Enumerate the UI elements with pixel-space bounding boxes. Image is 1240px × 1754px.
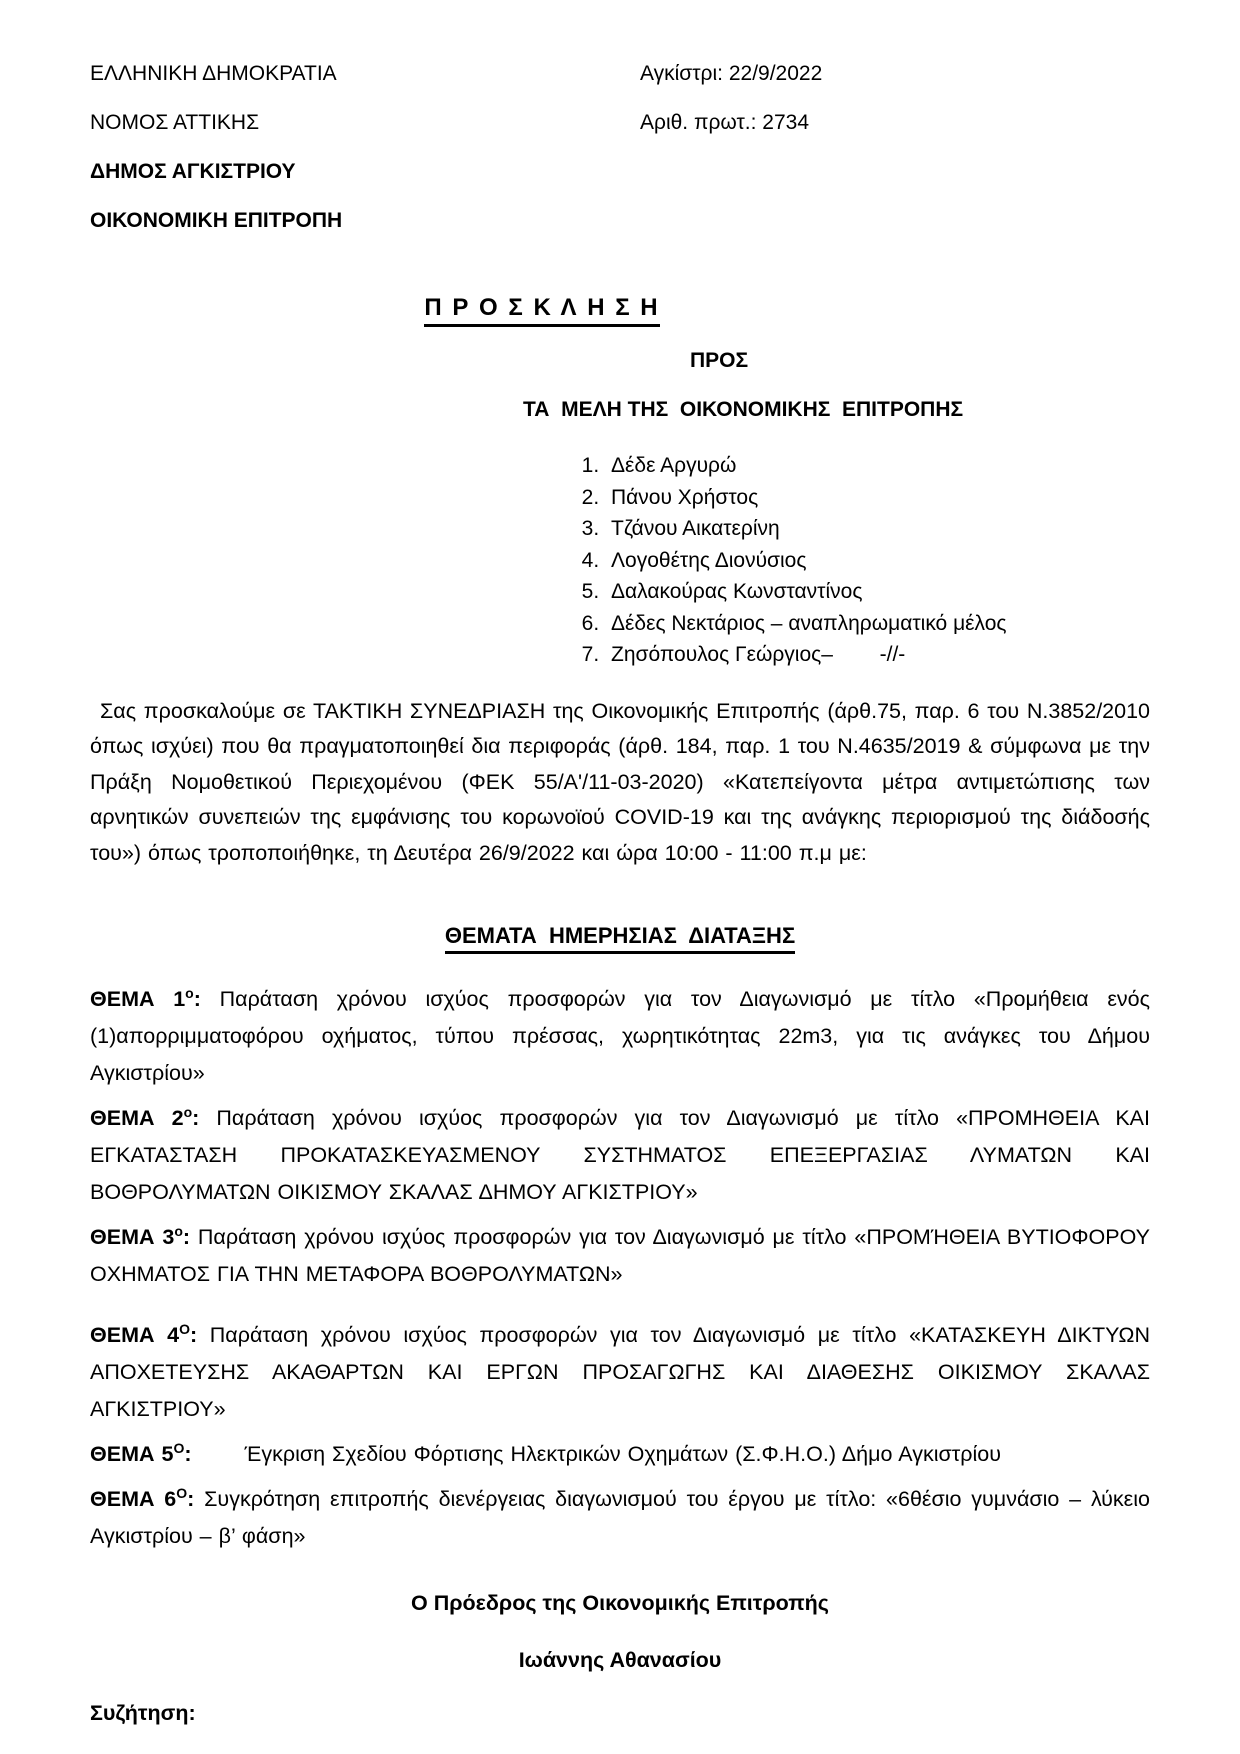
member-item: 7. Ζησόπουλος Γεώργιος– -//- (605, 639, 1150, 671)
members-heading: ΤΑ ΜΕΛΗ ΤΗΣ ΟΙΚΟΝΟΜΙΚΗΣ ΕΠΙΤΡΟΠΗΣ (523, 398, 964, 421)
topic-4 (90, 1317, 1150, 1428)
document-header (90, 63, 1150, 259)
topic-1-label (90, 984, 201, 1011)
topic-6-ordinal: Ο (176, 1484, 188, 1501)
topic-5-colon: : (184, 1441, 192, 1466)
topic-1-colon: : (193, 986, 201, 1011)
topic-5-ordinal: Ο (173, 1439, 185, 1456)
topic-4-colon: : (189, 1322, 198, 1347)
topic-3-number: ΘΕΜΑ 3 (90, 1224, 175, 1249)
header-right-column (640, 63, 1060, 259)
member-item: 1. Δέδε Αργυρώ (605, 450, 1150, 482)
topic-5-label (90, 1439, 192, 1466)
topic-2-ordinal: ο (183, 1103, 193, 1120)
org-line-municipality: ΔΗΜΟΣ ΑΓΚΙΣΤΡΙΟΥ (90, 160, 296, 183)
header-left-column (90, 63, 640, 259)
signature-role: Ο Πρόεδρος της Οικονομικής Επιτροπής (411, 1590, 829, 1615)
member-item: 3. Τζάνου Αικατερίνη (605, 513, 1150, 545)
topic-1-text: Παράταση χρόνου ισχύος προσφορών για τον Διαγωνισμό με τίτλο «Προμήθεια ενός (1)απορριμματοφόρου οχήματος, τύπου πρέσσας, χωρητικότητας 22m3, για τις ανάγκες του Δήμου Αγκιστρίου» (90, 986, 1150, 1085)
protocol-number-line: Αριθ. πρωτ.: 2734 (640, 111, 810, 134)
org-line-prefecture: ΝΟΜΟΣ ΑΤΤΙΚΗΣ (90, 111, 260, 134)
topic-3 (90, 1219, 1150, 1293)
topic-5-number: ΘΕΜΑ 5 (90, 1441, 174, 1466)
members-list (90, 450, 1150, 671)
topic-4-number: ΘΕΜΑ 4 (90, 1322, 180, 1347)
topic-3-ordinal: ο (174, 1222, 183, 1239)
agenda-heading-text: ΘΕΜΑΤΑ ΗΜΕΡΗΣΙΑΣ ΔΙΑΤΑΞΗΣ (445, 923, 795, 954)
topic-1-number: ΘΕΜΑ 1 (90, 986, 186, 1011)
org-line-republic: ΕΛΛΗΝΙΚΗ ΔΗΜΟΚΡΑΤΙΑ (90, 62, 337, 85)
org-line-committee: ΟΙΚΟΝΟΜΙΚΗ ΕΠΙΤΡΟΠΗ (90, 209, 343, 232)
topic-2-number: ΘΕΜΑ 2 (90, 1105, 184, 1130)
signature-name: Ιωάννης Αθανασίου (518, 1647, 722, 1672)
topic-3-colon: : (182, 1224, 191, 1249)
place-date-line: Αγκίστρι: 22/9/2022 (640, 62, 823, 85)
topic-2-text: Παράταση χρόνου ισχύος προσφορών για τον Διαγωνισμό με τίτλο «ΠΡΟΜΗΘΕΙΑ ΚΑΙ ΕΓΚΑΤΑΣΤΑΣΗ ΠΡΟΚΑΤΑΣΚΕΥΑΣΜΕΝΟΥ ΣΥΣΤΗΜΑΤΟΣ ΕΠΕΞΕΡΓΑΣΙΑΣ ΛΥΜΑΤΩΝ ΚΑΙ ΒΟΘΡΟΛΥΜΑΤΩΝ ΟΙΚΙΣΜΟΥ ΣΚΑΛΑΣ ΔΗΜΟΥ ΑΓΚΙΣΤΡΙΟΥ» (90, 1105, 1150, 1204)
topic-1 (90, 981, 1150, 1092)
topic-6 (90, 1481, 1150, 1555)
pros-label: ΠΡΟΣ (690, 349, 749, 372)
discussion-label: Συζήτηση: (90, 1700, 196, 1725)
topic-5 (90, 1436, 1150, 1473)
topic-5-text: Έγκριση Σχεδίου Φόρτισης Ηλεκτρικών Οχημάτων (Σ.Φ.Η.Ο.) Δήμο Αγκιστρίου (244, 1441, 1001, 1466)
topic-4-ordinal: Ο (179, 1320, 190, 1337)
topic-2-colon: : (192, 1105, 200, 1130)
topic-2 (90, 1100, 1150, 1211)
topic-6-colon: : (187, 1486, 195, 1511)
topic-3-label (90, 1222, 191, 1249)
agenda-heading (90, 924, 1150, 948)
topic-3-text: Παράταση χρόνου ισχύος προσφορών για τον Διαγωνισμό με τίτλο «ΠΡΟΜΉΘΕΙΑ ΒΥΤΙΟΦΟΡΟΥ ΟΧΗΜΑΤΟΣ ΓΙΑ ΤΗΝ ΜΕΤΑΦΟΡΑ ΒΟΘΡΟΛΥΜΑΤΩΝ» (90, 1224, 1150, 1286)
topic-6-label (90, 1484, 195, 1511)
member-item: 2. Πάνου Χρήστος (605, 482, 1150, 514)
topic-2-label (90, 1103, 200, 1130)
doc-title-text: Π Ρ Ο Σ Κ Λ Η Σ Η (424, 294, 659, 327)
topic-6-text: Συγκρότηση επιτροπής διενέργειας διαγωνισμού του έργου με τίτλο: «6θέσιο γυμνάσιο – λύκειο Αγκιστρίου – β’ φάση» (90, 1486, 1151, 1548)
invitation-paragraph: Σας προσκαλούμε σε ΤΑΚΤΙΚΗ ΣΥΝΕΔΡΙΑΣΗ της Οικονομικής Επιτροπής (άρθ.75, παρ. 6 του Ν.3852/2010 όπως ισχύει) που θα πραγματοποιηθεί δια περιφοράς (άρθ. 184, παρ. 1 του Ν.4635/2019 & σύμφωνα με την Πράξη Νομοθετικού Περιεχομένου (ΦΕΚ 55/Α'/11-03-2020) «Κατεπείγοντα μέτρα αντιμετώπισης των αρνητικών συνεπειών της εμφάνισης του κορωνοϊού COVID-19 και της ανάγκης περιορισμού της διάδοσής του») όπως τροποποιήθηκε, τη Δευτέρα 26/9/2022 και ώρα 10:00 - 11:00 π.μ με: (90, 698, 1150, 865)
doc-title (12, 295, 1072, 321)
topic-4-label (90, 1320, 198, 1347)
topic-6-number: ΘΕΜΑ 6 (90, 1486, 177, 1511)
member-item: 4. Λογοθέτης Διονύσιος (605, 545, 1150, 577)
member-item: 6. Δέδες Νεκτάριος – αναπληρωματικό μέλος (605, 608, 1150, 640)
topic-4-text: Παράταση χρόνου ισχύος προσφορών για τον Διαγωνισμό με τίτλο «ΚΑΤΑΣΚΕΥΗ ΔΙΚΤΥΩΝ ΑΠΟΧΕΤΕΥΣΗΣ ΑΚΑΘΑΡΤΩΝ ΚΑΙ ΕΡΓΩΝ ΠΡΟΣΑΓΩΓΗΣ ΚΑΙ ΔΙΑΘΕΣΗΣ ΟΙΚΙΣΜΟΥ ΣΚΑΛΑΣ ΑΓΚΙΣΤΡΙΟΥ» (90, 1322, 1150, 1421)
member-item: 5. Δαλακούρας Κωνσταντίνος (605, 576, 1150, 608)
topic-1-ordinal: ο (185, 984, 194, 1001)
